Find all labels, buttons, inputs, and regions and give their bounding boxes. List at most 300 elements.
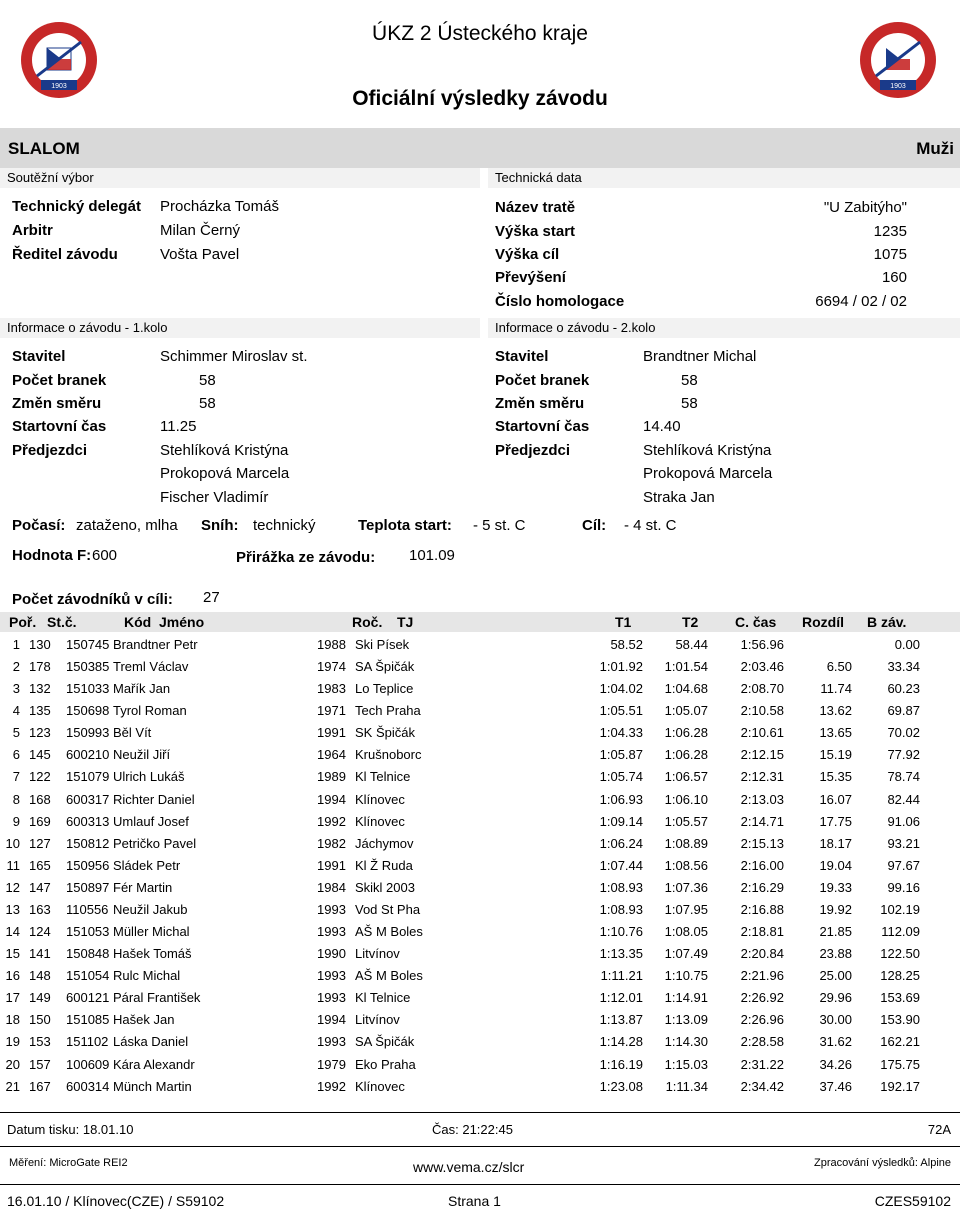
cell-run1: 1:01.92 — [599, 659, 643, 675]
jury-value: Vošta Pavel — [160, 246, 240, 263]
run1-forerunner: Stehlíková Kristýna — [160, 442, 289, 459]
run2-section-header: Informace o závodu - 2.kolo — [488, 318, 960, 338]
cell-run2: 1:06.28 — [664, 725, 708, 741]
cell-run2: 1:01.54 — [664, 659, 708, 675]
cell-rank: 9 — [12, 813, 20, 829]
cell-name: Fér Martin — [113, 879, 173, 895]
cell-year: 1992 — [317, 1078, 346, 1094]
cell-name: Brandtner Petr — [113, 637, 198, 652]
cell-run2: 1:07.49 — [664, 946, 708, 962]
cell-diff: 15.19 — [819, 747, 852, 763]
col-run1: T1 — [615, 614, 632, 630]
tech-value: "U Zabitýho" — [823, 199, 907, 216]
cell-diff: 25.00 — [819, 968, 852, 984]
cell-points: 77.92 — [887, 747, 920, 763]
col-code: Kód — [124, 614, 152, 630]
cell-diff: 11.74 — [820, 681, 852, 697]
cell-rank: 7 — [12, 769, 20, 785]
cell-total: 2:26.92 — [740, 990, 784, 1006]
codex: CZES59102 — [874, 1193, 951, 1209]
run1-forerunners-label: Předjezdci — [12, 442, 88, 459]
temp-finish-label: Cíl: — [582, 517, 607, 534]
cell-run1: 58.52 — [610, 637, 643, 652]
cell-name: Ulrich Lukáš — [113, 769, 185, 785]
cell-run2: 1:08.05 — [664, 924, 708, 940]
cell-points: 70.02 — [887, 725, 920, 741]
fvalue-label: Hodnota F: — [12, 547, 92, 564]
cell-year: 1990 — [317, 946, 346, 962]
footer-divider — [0, 1112, 960, 1113]
cell-code: 151079 — [66, 769, 110, 785]
cell-total: 2:14.71 — [740, 813, 784, 829]
cell-year: 1991 — [317, 725, 346, 741]
cell-bib: 122 — [29, 769, 51, 785]
cell-run1: 1:08.93 — [599, 879, 643, 895]
cell-rank: 3 — [12, 681, 20, 697]
run1-setter: Schimmer Miroslav st. — [160, 348, 308, 365]
cell-run2: 1:06.10 — [664, 791, 708, 807]
cell-diff: 13.65 — [819, 725, 852, 741]
cell-diff: 16.07 — [819, 791, 852, 807]
cell-points: 78.74 — [887, 769, 920, 785]
cell-club: Klínovec — [355, 1078, 405, 1094]
finishers-label: Počet závodníků v cíli: — [12, 591, 173, 608]
cell-bib: 135 — [29, 703, 51, 719]
table-row — [0, 678, 960, 700]
page-number: Strana 1 — [448, 1193, 501, 1209]
cell-rank: 15 — [5, 946, 20, 962]
cell-year: 1984 — [317, 879, 346, 895]
run2-setter: Brandtner Michal — [643, 348, 757, 365]
cell-name: Petričko Pavel — [113, 835, 197, 851]
cell-code: 600314 — [66, 1078, 110, 1094]
cell-points: 128.25 — [880, 968, 920, 984]
run2-setter-label: Stavitel — [495, 348, 549, 365]
cell-club: Litvínov — [355, 1012, 400, 1028]
cell-year: 1992 — [317, 813, 346, 829]
document-subtitle: Oficiální výsledky závodu — [352, 87, 608, 110]
cell-run1: 1:05.87 — [599, 747, 643, 763]
cell-bib: 124 — [29, 924, 51, 940]
cell-code: 600317 — [66, 791, 110, 807]
cell-rank: 12 — [5, 879, 20, 895]
cell-bib: 123 — [29, 725, 51, 741]
weather-label: Počasí: — [12, 517, 66, 534]
cell-name: Tyrol Roman — [113, 703, 187, 719]
table-row — [0, 833, 960, 855]
cell-rank: 16 — [5, 968, 20, 984]
cell-club: AŠ M Boles — [355, 968, 423, 984]
cell-name: Mařík Jan — [113, 681, 171, 697]
cell-club: SK Špičák — [355, 725, 415, 741]
cell-year: 1993 — [317, 990, 346, 1006]
cell-bib: 130 — [29, 637, 51, 652]
cell-run2: 1:05.07 — [664, 703, 708, 719]
cell-rank: 18 — [5, 1012, 20, 1028]
cell-diff: 29.96 — [819, 990, 852, 1006]
cell-run2: 1:05.57 — [664, 813, 708, 829]
page-code: 72A — [927, 1122, 951, 1137]
event-info: 16.01.10 / Klínovec(CZE) / S59102 — [7, 1193, 225, 1209]
table-row — [0, 656, 960, 678]
cell-points: 93.21 — [887, 835, 920, 851]
cell-points: 99.16 — [887, 879, 920, 895]
cell-code: 150848 — [66, 946, 110, 962]
table-row — [0, 811, 960, 833]
cell-bib: 132 — [29, 681, 51, 697]
cell-year: 1974 — [317, 659, 346, 675]
cell-run2: 1:14.30 — [664, 1034, 708, 1050]
run1-gates: 58 — [199, 372, 216, 389]
cell-year: 1994 — [317, 1012, 346, 1028]
cell-total: 2:26.96 — [740, 1012, 784, 1028]
run2-gates: 58 — [681, 372, 698, 389]
col-run2: T2 — [682, 614, 699, 630]
run1-turns-label: Změn směru — [12, 395, 102, 412]
cell-club: Tech Praha — [355, 703, 421, 719]
cell-run2: 1:10.75 — [664, 968, 708, 984]
cell-bib: 163 — [29, 901, 51, 917]
cell-name: Páral František — [113, 990, 201, 1006]
cell-year: 1994 — [317, 791, 346, 807]
cell-code: 100609 — [66, 1056, 110, 1072]
table-row — [0, 766, 960, 788]
table-row — [0, 987, 960, 1009]
cell-club: SA Špičák — [355, 1034, 415, 1050]
tech-value: 160 — [881, 269, 907, 286]
cell-run2: 58.44 — [675, 637, 708, 652]
cell-run1: 1:05.51 — [599, 703, 643, 719]
run2-start-label: Startovní čas — [495, 418, 590, 435]
jury-label: Technický delegát — [12, 198, 141, 215]
run2-turns-label: Změn směru — [495, 395, 585, 412]
cell-rank: 20 — [5, 1056, 20, 1072]
cell-code: 150745 — [66, 637, 110, 652]
cell-points: 82.44 — [887, 791, 920, 807]
cell-club: AŠ M Boles — [355, 924, 423, 940]
cell-points: 69.87 — [887, 703, 920, 719]
cell-name: Kára Alexandr — [113, 1056, 195, 1072]
table-row — [0, 722, 960, 744]
cell-diff: 19.04 — [819, 857, 852, 873]
cell-run2: 1:06.28 — [664, 747, 708, 763]
cell-code: 150993 — [66, 725, 110, 741]
table-row — [0, 1076, 960, 1098]
cell-total: 2:21.96 — [740, 968, 784, 984]
cell-diff: 15.35 — [819, 769, 852, 785]
cell-diff: 19.33 — [819, 879, 852, 895]
cell-year: 1983 — [317, 681, 346, 697]
cell-run2: 1:08.89 — [664, 835, 708, 851]
run1-start: 11.25 — [160, 418, 197, 435]
cell-run1: 1:16.19 — [599, 1056, 643, 1072]
cell-code: 151085 — [66, 1012, 110, 1028]
cell-bib: 145 — [29, 747, 51, 763]
cell-rank: 1 — [12, 637, 20, 652]
col-name: Jméno — [159, 614, 205, 630]
cell-club: Klínovec — [355, 813, 405, 829]
cell-total: 2:16.29 — [740, 879, 784, 895]
col-total: C. čas — [735, 614, 777, 630]
run2-forerunner: Prokopová Marcela — [643, 465, 773, 482]
cell-bib: 178 — [29, 659, 51, 675]
cell-name: Umlauf Josef — [113, 813, 189, 829]
cell-bib: 148 — [29, 968, 51, 984]
cell-diff: 17.75 — [819, 813, 852, 829]
cell-total: 2:31.22 — [740, 1056, 784, 1072]
cell-rank: 5 — [12, 725, 20, 741]
category: Muži — [916, 139, 954, 158]
cell-run1: 1:12.01 — [599, 990, 643, 1006]
cell-club: Skikl 2003 — [355, 879, 415, 895]
cell-bib: 157 — [29, 1056, 51, 1072]
discipline: SLALOM — [8, 139, 80, 158]
cell-total: 2:13.03 — [740, 791, 784, 807]
cell-code: 150956 — [66, 857, 110, 873]
cell-run2: 1:14.91 — [664, 990, 708, 1006]
col-year: Roč. — [352, 614, 383, 630]
cell-bib: 141 — [29, 946, 51, 962]
tech-label: Výška cíl — [495, 246, 560, 263]
table-row — [0, 965, 960, 987]
cell-club: Klínovec — [355, 791, 405, 807]
cell-run1: 1:05.74 — [599, 769, 643, 785]
cell-total: 2:28.58 — [740, 1034, 784, 1050]
cell-bib: 149 — [29, 990, 51, 1006]
cell-year: 1982 — [317, 835, 346, 851]
penalty: 101.09 — [409, 547, 455, 564]
run1-gates-label: Počet branek — [12, 372, 107, 389]
cell-club: Eko Praha — [355, 1056, 416, 1072]
cell-points: 153.90 — [880, 1012, 920, 1028]
cell-year: 1988 — [317, 637, 346, 652]
table-row — [0, 855, 960, 877]
cell-rank: 19 — [5, 1034, 20, 1050]
run1-section-header: Informace o závodu - 1.kolo — [0, 318, 480, 338]
col-points: B záv. — [867, 614, 907, 630]
cell-rank: 8 — [12, 791, 20, 807]
cell-points: 192.17 — [880, 1078, 920, 1094]
cell-diff: 21.85 — [819, 924, 852, 940]
discipline-bar — [0, 128, 960, 168]
cell-name: Müller Michal — [113, 924, 190, 940]
cell-rank: 21 — [5, 1078, 20, 1094]
cell-points: 162.21 — [880, 1034, 920, 1050]
cell-diff: 13.62 — [819, 703, 852, 719]
cell-club: Vod St Pha — [355, 901, 421, 917]
temp-finish: - 4 st. C — [624, 517, 677, 534]
cell-year: 1991 — [317, 857, 346, 873]
cell-run2: 1:11.34 — [665, 1078, 708, 1094]
cell-run2: 1:13.09 — [664, 1012, 708, 1028]
cell-points: 97.67 — [887, 857, 920, 873]
cell-name: Hašek Tomáš — [113, 946, 192, 962]
cell-name: Hašek Jan — [113, 1012, 175, 1028]
run1-forerunner: Prokopová Marcela — [160, 465, 290, 482]
col-club: TJ — [397, 614, 414, 630]
cell-club: Lo Teplice — [355, 681, 414, 697]
results-header — [0, 612, 960, 632]
cell-rank: 4 — [12, 703, 20, 719]
run2-forerunner: Straka Jan — [643, 489, 715, 506]
cell-bib: 147 — [29, 879, 51, 895]
cell-rank: 14 — [5, 924, 20, 940]
print-date: Datum tisku: 18.01.10 — [7, 1122, 134, 1137]
cell-run1: 1:14.28 — [599, 1034, 643, 1050]
cell-name: Richter Daniel — [113, 791, 195, 807]
cell-total: 2:20.84 — [740, 946, 784, 962]
cell-run1: 1:07.44 — [599, 857, 643, 873]
cell-total: 2:16.88 — [740, 901, 784, 917]
cell-run1: 1:04.33 — [599, 725, 643, 741]
cell-run1: 1:11.21 — [600, 968, 643, 984]
table-row — [0, 700, 960, 722]
cell-club: Kl Ž Ruda — [355, 857, 413, 873]
cell-points: 91.06 — [887, 813, 920, 829]
logo-year: 1903 — [890, 83, 906, 90]
cell-diff: 37.46 — [819, 1078, 852, 1094]
cell-code: 151054 — [66, 968, 110, 984]
cell-club: SA Špičák — [355, 659, 415, 675]
cell-name: Láska Daniel — [113, 1034, 189, 1050]
cell-code: 150812 — [66, 835, 110, 851]
cell-code: 600210 — [66, 747, 110, 763]
cell-points: 122.50 — [880, 946, 920, 962]
table-row — [0, 943, 960, 965]
col-bib: St.č. — [47, 614, 77, 630]
jury-label: Ředitel závodu — [12, 246, 118, 263]
cell-year: 1993 — [317, 1034, 346, 1050]
cell-name: Rulc Michal — [113, 968, 181, 984]
jury-section-header: Soutěžní výbor — [0, 168, 480, 188]
cell-rank: 6 — [12, 747, 20, 763]
cell-name: Neužil Jakub — [113, 901, 188, 917]
cell-name: Běl Vít — [113, 725, 152, 741]
cell-diff: 23.88 — [819, 946, 852, 962]
tech-value: 1075 — [873, 246, 907, 263]
cell-club: Jáchymov — [355, 835, 414, 851]
cell-run1: 1:06.24 — [599, 835, 643, 851]
table-row — [0, 1031, 960, 1053]
cell-total: 1:56.96 — [740, 637, 784, 652]
cell-run2: 1:07.36 — [664, 879, 708, 895]
cell-name: Münch Martin — [113, 1078, 192, 1094]
cell-name: Sládek Petr — [113, 857, 181, 873]
cell-code: 600121 — [66, 990, 110, 1006]
cell-diff: 19.92 — [819, 901, 852, 917]
cell-bib: 165 — [29, 857, 51, 873]
cell-rank: 10 — [5, 835, 20, 851]
cell-rank: 11 — [6, 857, 20, 873]
run2-forerunner: Stehlíková Kristýna — [643, 442, 772, 459]
cell-code: 150897 — [66, 879, 110, 895]
timing-provider: Měření: MicroGate REI2 — [9, 1157, 128, 1169]
cell-rank: 17 — [5, 990, 20, 1006]
cell-code: 150385 — [66, 659, 110, 675]
cell-rank: 2 — [12, 659, 20, 675]
cell-points: 153.69 — [880, 990, 920, 1006]
cell-bib: 153 — [29, 1034, 51, 1050]
run1-forerunner: Fischer Vladimír — [160, 489, 269, 506]
table-row — [0, 789, 960, 811]
cell-code: 151053 — [66, 924, 110, 940]
cell-diff: 6.50 — [826, 659, 852, 675]
cell-run1: 1:09.14 — [599, 813, 643, 829]
cell-run1: 1:08.93 — [599, 901, 643, 917]
snow-label: Sníh: — [201, 517, 239, 534]
cell-club: Kl Telnice — [355, 769, 411, 785]
fvalue: 600 — [92, 547, 118, 564]
cell-name: Neužil Jiří — [113, 747, 171, 763]
cell-run1: 1:10.76 — [599, 924, 643, 940]
cell-rank: 13 — [5, 901, 20, 917]
weather: zataženo, mlha — [76, 517, 178, 534]
cell-run1: 1:06.93 — [599, 791, 643, 807]
run1-start-label: Startovní čas — [12, 418, 107, 435]
temp-start-label: Teplota start: — [358, 517, 452, 534]
website-link[interactable]: www.vema.cz/slcr — [413, 1159, 525, 1175]
cell-total: 2:10.58 — [740, 703, 784, 719]
jury-label: Arbitr — [12, 222, 53, 239]
cell-diff: 18.17 — [819, 835, 852, 851]
cell-run2: 1:04.68 — [664, 681, 708, 697]
cell-points: 33.34 — [887, 659, 920, 675]
cell-code: 150698 — [66, 703, 110, 719]
table-row — [0, 744, 960, 766]
cell-year: 1979 — [317, 1056, 346, 1072]
table-row — [0, 877, 960, 899]
cell-points: 0.00 — [894, 637, 920, 652]
cell-total: 2:12.31 — [740, 769, 784, 785]
tech-label: Číslo homologace — [495, 293, 625, 310]
cell-run1: 1:13.35 — [599, 946, 643, 962]
cell-total: 2:10.61 — [740, 725, 784, 741]
cell-total: 2:08.70 — [740, 681, 784, 697]
cell-year: 1993 — [317, 901, 346, 917]
cell-run2: 1:08.56 — [664, 857, 708, 873]
cell-club: Krušnoborc — [355, 747, 422, 763]
cell-code: 110556 — [66, 901, 109, 917]
cell-points: 112.09 — [881, 924, 920, 940]
cell-year: 1993 — [317, 924, 346, 940]
penalty-label: Přirážka ze závodu: — [236, 549, 376, 566]
cell-year: 1964 — [317, 747, 346, 763]
event-title: ÚKZ 2 Ústeckého kraje — [372, 22, 588, 45]
cell-total: 2:34.42 — [740, 1078, 784, 1094]
cell-total: 2:16.00 — [740, 857, 784, 873]
cell-bib: 127 — [29, 835, 51, 851]
tech-label: Výška start — [495, 223, 576, 240]
jury-value: Procházka Tomáš — [160, 198, 279, 215]
tech-value: 6694 / 02 / 02 — [815, 293, 907, 310]
table-row — [0, 921, 960, 943]
temp-start: - 5 st. C — [473, 517, 526, 534]
cell-run1: 1:23.08 — [599, 1078, 643, 1094]
cell-club: Litvínov — [355, 946, 400, 962]
run2-gates-label: Počet branek — [495, 372, 590, 389]
table-row — [0, 899, 960, 921]
run1-turns: 58 — [199, 395, 216, 412]
cell-points: 102.19 — [880, 901, 920, 917]
cell-run2: 1:06.57 — [664, 769, 708, 785]
cell-run2: 1:07.95 — [664, 901, 708, 917]
run2-forerunners-label: Předjezdci — [495, 442, 571, 459]
logo-year: 1903 — [51, 83, 67, 90]
finishers: 27 — [203, 589, 220, 606]
cell-diff: 31.62 — [819, 1034, 852, 1050]
tech-label: Název tratě — [495, 199, 576, 216]
cell-code: 151102 — [66, 1034, 109, 1050]
